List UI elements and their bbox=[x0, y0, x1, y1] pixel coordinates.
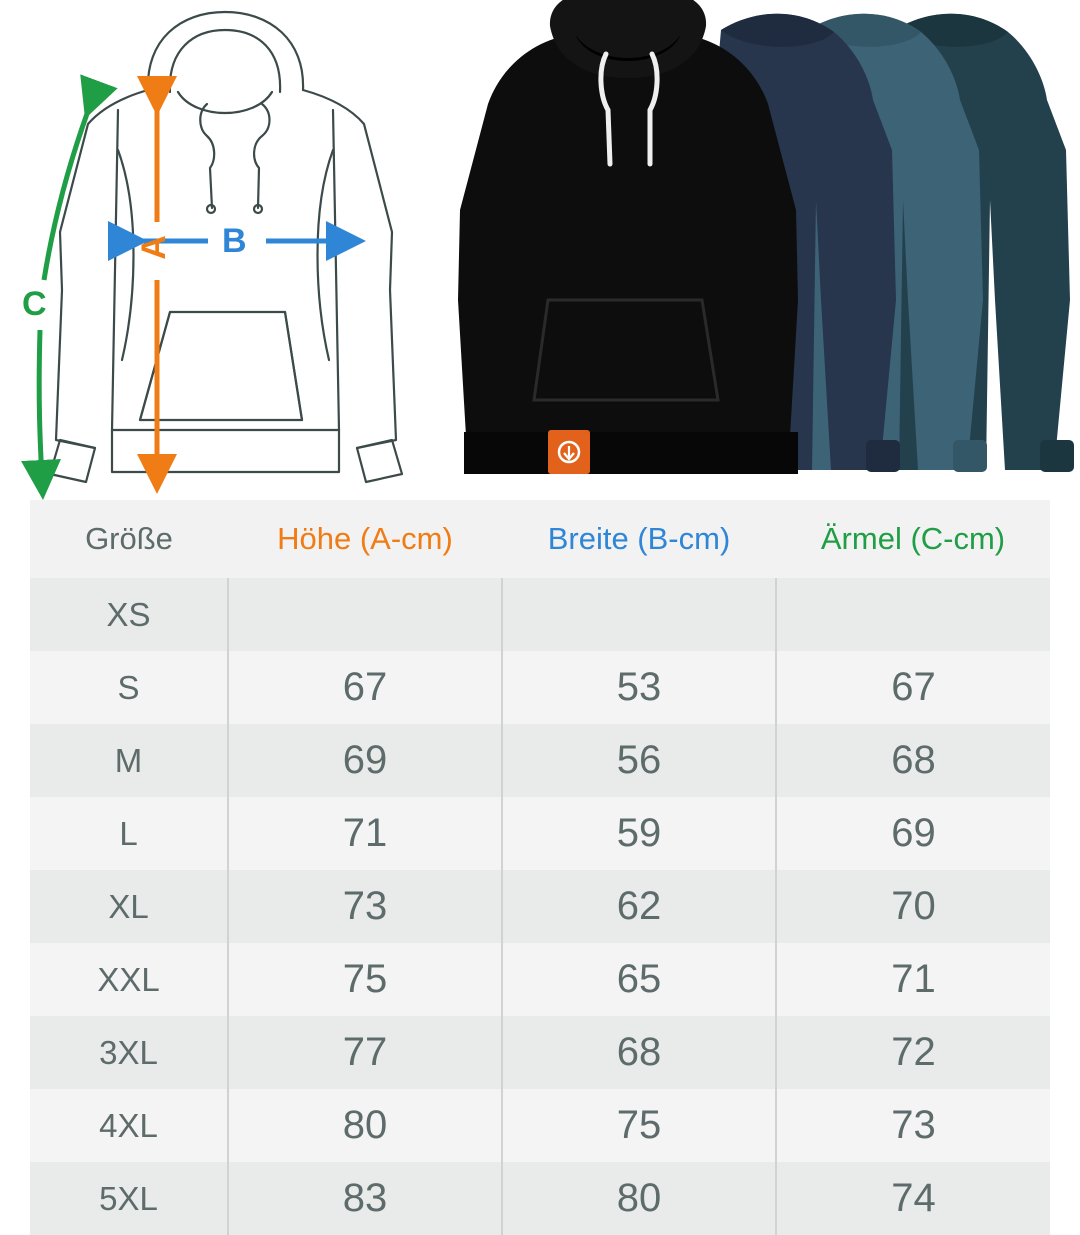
table-row bbox=[30, 943, 1050, 1016]
cell-sleeve: 69 bbox=[776, 797, 1050, 870]
table-row bbox=[30, 797, 1050, 870]
cell-width: 68 bbox=[502, 1016, 776, 1089]
illustration-area bbox=[0, 0, 1080, 500]
cell-size: S bbox=[117, 668, 140, 706]
cell-height: 69 bbox=[228, 724, 502, 797]
hoodie-diagram bbox=[0, 0, 440, 500]
cell-height: 73 bbox=[228, 870, 502, 943]
cell-width: 59 bbox=[502, 797, 776, 870]
cell-height: 80 bbox=[228, 1089, 502, 1162]
cell-height: 71 bbox=[228, 797, 502, 870]
label-c: C bbox=[22, 285, 47, 323]
header-width: Breite (B-cm) bbox=[502, 500, 776, 578]
cell-height: 77 bbox=[228, 1016, 502, 1089]
cell-size: 3XL bbox=[99, 1033, 158, 1071]
cell-sleeve: 67 bbox=[776, 651, 1050, 724]
size-table bbox=[30, 500, 1050, 1235]
hoodie-1 bbox=[458, 0, 798, 474]
cell-size: M bbox=[114, 741, 143, 779]
cell-width: 80 bbox=[502, 1162, 776, 1235]
cell-size: 5XL bbox=[99, 1179, 158, 1217]
cell-width: 65 bbox=[502, 943, 776, 1016]
label-b: B bbox=[222, 222, 247, 260]
cell-height: 83 bbox=[228, 1162, 502, 1235]
cell-size: L bbox=[119, 814, 138, 852]
measurement-arrows bbox=[0, 0, 440, 500]
table-row bbox=[30, 1162, 1050, 1235]
table-row bbox=[30, 1089, 1050, 1162]
cell-width: 56 bbox=[502, 724, 776, 797]
arrow-c-top bbox=[44, 100, 92, 280]
table-row bbox=[30, 1016, 1050, 1089]
cell-height bbox=[228, 578, 502, 651]
header-height: Höhe (A-cm) bbox=[228, 500, 502, 578]
cell-sleeve: 70 bbox=[776, 870, 1050, 943]
cell-width: 53 bbox=[502, 651, 776, 724]
header-sleeve: Ärmel (C-cm) bbox=[776, 500, 1050, 578]
label-a: A bbox=[134, 235, 173, 260]
table-row bbox=[30, 870, 1050, 943]
table-header-row bbox=[30, 500, 1050, 578]
cell-size: XL bbox=[108, 887, 149, 925]
cell-width: 75 bbox=[502, 1089, 776, 1162]
hoodie-product-photo bbox=[430, 0, 1080, 500]
cell-sleeve: 72 bbox=[776, 1016, 1050, 1089]
cell-size: XS bbox=[106, 595, 151, 633]
cell-sleeve: 68 bbox=[776, 724, 1050, 797]
cell-sleeve: 73 bbox=[776, 1089, 1050, 1162]
cell-size: 4XL bbox=[99, 1106, 158, 1144]
cell-sleeve bbox=[776, 578, 1050, 651]
cell-width bbox=[502, 578, 776, 651]
table-row bbox=[30, 578, 1050, 651]
table-row bbox=[30, 651, 1050, 724]
cell-sleeve: 71 bbox=[776, 943, 1050, 1016]
cell-size: XXL bbox=[97, 960, 160, 998]
cell-height: 67 bbox=[228, 651, 502, 724]
arrow-c-bottom bbox=[39, 330, 42, 480]
cell-height: 75 bbox=[228, 943, 502, 1016]
table-row bbox=[30, 724, 1050, 797]
hoodies-illustration bbox=[430, 0, 1080, 500]
header-size: Größe bbox=[30, 500, 228, 578]
cell-width: 62 bbox=[502, 870, 776, 943]
cell-sleeve: 74 bbox=[776, 1162, 1050, 1235]
